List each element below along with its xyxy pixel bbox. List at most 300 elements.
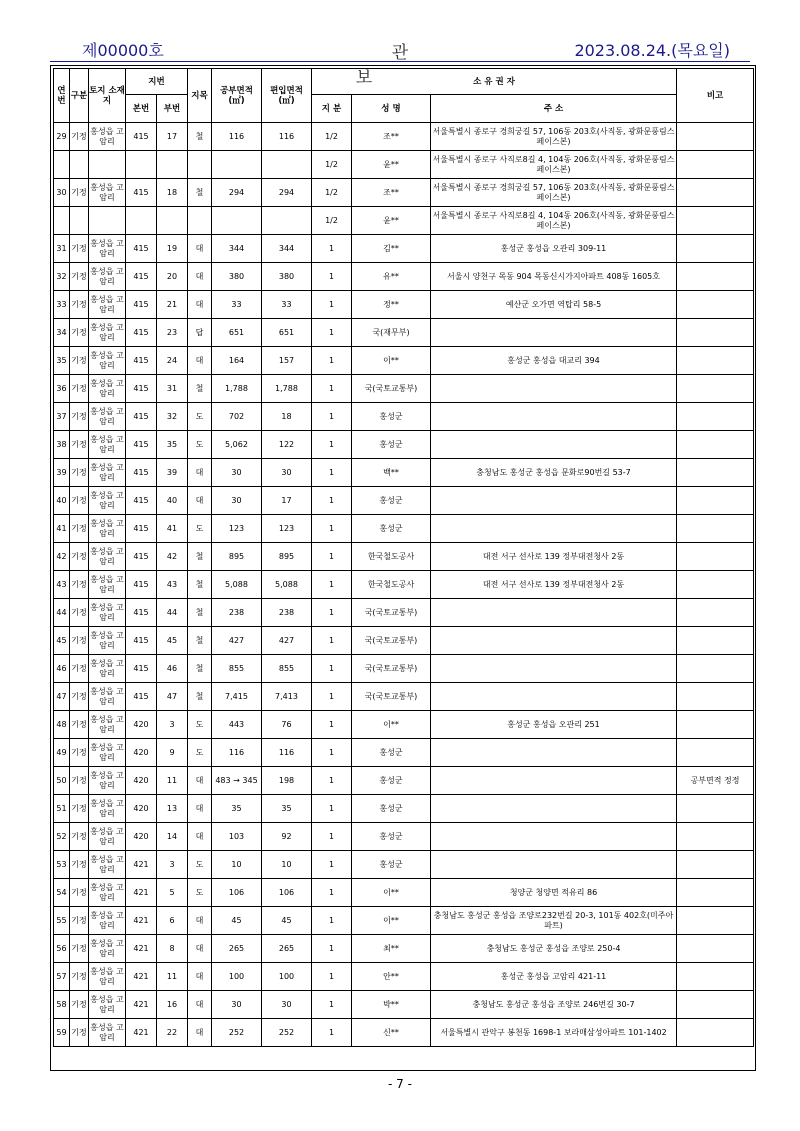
row-incorporated-area: 238	[262, 599, 312, 627]
col-owners: 소 유 권 자	[312, 69, 677, 95]
table-row	[54, 291, 754, 319]
row-owner-name: 한국철도공사	[352, 571, 431, 599]
row-share: 1	[312, 403, 352, 431]
table-row	[54, 375, 754, 403]
row-public-area: 855	[212, 655, 262, 683]
row-land-type: 대	[188, 963, 212, 991]
row-sub-lot: 45	[157, 627, 188, 655]
row-owner-name: 김**	[352, 235, 431, 263]
row-land-location: 홍성읍 고암리	[89, 879, 126, 907]
row-owner-name: 홍성군	[352, 431, 431, 459]
row-share: 1/2	[312, 207, 352, 235]
row-sub-lot: 24	[157, 347, 188, 375]
row-sub-lot: 11	[157, 767, 188, 795]
row-owner-address: 청양군 청양면 적유리 86	[431, 879, 677, 907]
row-seq: 46	[54, 655, 70, 683]
row-note	[677, 655, 754, 683]
row-category: 기정	[70, 543, 89, 571]
row-land-location: 홍성읍 고암리	[89, 431, 126, 459]
row-land-type: 답	[188, 319, 212, 347]
row-note	[677, 431, 754, 459]
row-owner-address	[431, 487, 677, 515]
table-row	[54, 655, 754, 683]
row-owner-name: 이**	[352, 711, 431, 739]
row-public-area: 380	[212, 263, 262, 291]
row-share: 1	[312, 823, 352, 851]
row-seq: 36	[54, 375, 70, 403]
row-note	[677, 207, 754, 235]
row-owner-address: 충청남도 홍성군 홍성읍 조양로 246번길 30-7	[431, 991, 677, 1019]
row-owner-address: 서울특별시 종로구 사직로8길 4, 104동 206호(사직동, 광화문풍림스페이스본)	[431, 207, 677, 235]
row-category: 기정	[70, 795, 89, 823]
row-public-area: 116	[212, 739, 262, 767]
row-seq: 59	[54, 1019, 70, 1047]
row-main-lot: 415	[126, 347, 157, 375]
row-share: 1	[312, 935, 352, 963]
row-land-type: 도	[188, 431, 212, 459]
row-owner-address	[431, 767, 677, 795]
row-note	[677, 375, 754, 403]
row-incorporated-area: 427	[262, 627, 312, 655]
row-incorporated-area: 123	[262, 515, 312, 543]
table-row	[54, 599, 754, 627]
row-main-lot: 421	[126, 991, 157, 1019]
row-sub-lot: 3	[157, 711, 188, 739]
row-note	[677, 599, 754, 627]
row-share: 1	[312, 515, 352, 543]
row-land-location	[89, 207, 126, 235]
row-incorporated-area: 106	[262, 879, 312, 907]
issue-date: 2023.08.24.(목요일)	[574, 41, 730, 60]
row-land-location: 홍성읍 고암리	[89, 347, 126, 375]
row-land-type	[188, 207, 212, 235]
land-owner-table	[53, 68, 754, 1047]
row-public-area: 45	[212, 907, 262, 935]
row-public-area: 116	[212, 123, 262, 151]
row-public-area: 5,088	[212, 571, 262, 599]
row-sub-lot: 8	[157, 935, 188, 963]
row-share: 1	[312, 683, 352, 711]
row-category: 기정	[70, 515, 89, 543]
row-public-area: 443	[212, 711, 262, 739]
row-owner-address	[431, 375, 677, 403]
table-row	[54, 1019, 754, 1047]
row-note	[677, 907, 754, 935]
row-land-location	[89, 151, 126, 179]
row-share: 1	[312, 347, 352, 375]
row-category: 기정	[70, 403, 89, 431]
col-lot: 지번	[126, 69, 188, 95]
row-incorporated-area: 122	[262, 431, 312, 459]
row-land-type: 대	[188, 795, 212, 823]
row-land-location: 홍성읍 고암리	[89, 487, 126, 515]
row-category: 기정	[70, 879, 89, 907]
row-sub-lot: 39	[157, 459, 188, 487]
row-main-lot: 421	[126, 1019, 157, 1047]
row-owner-address: 서울특별시 종로구 사직로8길 4, 104동 206호(사직동, 광화문풍림스페이스본)	[431, 151, 677, 179]
row-owner-address: 서울특별시 종로구 경희궁길 57, 106동 203호(사직동, 광화문풍림스페이스본)	[431, 123, 677, 151]
row-land-type: 도	[188, 879, 212, 907]
row-category: 기정	[70, 179, 89, 207]
row-land-type: 철	[188, 123, 212, 151]
row-main-lot: 421	[126, 851, 157, 879]
row-incorporated-area: 157	[262, 347, 312, 375]
row-seq: 57	[54, 963, 70, 991]
row-incorporated-area: 294	[262, 179, 312, 207]
row-incorporated-area: 17	[262, 487, 312, 515]
row-land-type: 도	[188, 403, 212, 431]
row-land-location: 홍성읍 고암리	[89, 599, 126, 627]
row-share: 1	[312, 263, 352, 291]
row-land-location: 홍성읍 고암리	[89, 711, 126, 739]
row-note	[677, 739, 754, 767]
row-note: 공부면적 정정	[677, 767, 754, 795]
row-main-lot	[126, 151, 157, 179]
row-land-type: 대	[188, 291, 212, 319]
row-sub-lot: 31	[157, 375, 188, 403]
row-owner-address: 예산군 오가면 역탑리 58-5	[431, 291, 677, 319]
table-row	[54, 151, 754, 179]
row-incorporated-area: 30	[262, 459, 312, 487]
row-land-location: 홍성읍 고암리	[89, 459, 126, 487]
row-category: 기정	[70, 319, 89, 347]
row-note	[677, 347, 754, 375]
row-seq	[54, 207, 70, 235]
row-seq: 34	[54, 319, 70, 347]
row-share: 1	[312, 851, 352, 879]
row-owner-name: 홍성군	[352, 823, 431, 851]
col-note: 비고	[677, 69, 754, 123]
row-share: 1	[312, 543, 352, 571]
row-note	[677, 823, 754, 851]
row-land-location: 홍성읍 고암리	[89, 851, 126, 879]
row-incorporated-area: 895	[262, 543, 312, 571]
row-category: 기정	[70, 1019, 89, 1047]
row-owner-name: 윤**	[352, 207, 431, 235]
row-category: 기정	[70, 655, 89, 683]
row-public-area: 483 → 345	[212, 767, 262, 795]
row-main-lot: 415	[126, 319, 157, 347]
row-public-area	[212, 207, 262, 235]
table-row	[54, 123, 754, 151]
row-owner-name: 유**	[352, 263, 431, 291]
col-seq: 연번	[54, 69, 70, 123]
row-seq: 50	[54, 767, 70, 795]
row-seq: 39	[54, 459, 70, 487]
row-seq: 52	[54, 823, 70, 851]
row-sub-lot: 19	[157, 235, 188, 263]
row-owner-address	[431, 851, 677, 879]
table-row	[54, 403, 754, 431]
row-owner-name: 조**	[352, 179, 431, 207]
col-name: 성 명	[352, 95, 431, 123]
row-sub-lot: 23	[157, 319, 188, 347]
row-owner-name: 홍성군	[352, 487, 431, 515]
row-incorporated-area: 92	[262, 823, 312, 851]
row-main-lot: 420	[126, 711, 157, 739]
row-owner-name: 백**	[352, 459, 431, 487]
table-row	[54, 879, 754, 907]
row-note	[677, 459, 754, 487]
row-share: 1/2	[312, 179, 352, 207]
row-land-type: 대	[188, 487, 212, 515]
row-public-area: 238	[212, 599, 262, 627]
row-incorporated-area: 33	[262, 291, 312, 319]
row-incorporated-area: 76	[262, 711, 312, 739]
row-note	[677, 571, 754, 599]
row-main-lot: 421	[126, 879, 157, 907]
row-share: 1	[312, 459, 352, 487]
row-category: 기정	[70, 571, 89, 599]
table-row	[54, 739, 754, 767]
row-owner-name: 박**	[352, 991, 431, 1019]
row-land-type: 철	[188, 543, 212, 571]
row-owner-address: 대전 서구 선사로 139 정부대전청사 2동	[431, 571, 677, 599]
row-sub-lot: 20	[157, 263, 188, 291]
row-share: 1/2	[312, 123, 352, 151]
table-row	[54, 683, 754, 711]
row-incorporated-area: 344	[262, 235, 312, 263]
row-land-type	[188, 151, 212, 179]
row-seq: 49	[54, 739, 70, 767]
row-seq: 42	[54, 543, 70, 571]
row-public-area: 702	[212, 403, 262, 431]
row-share: 1	[312, 627, 352, 655]
row-main-lot: 415	[126, 683, 157, 711]
row-owner-name: 국(국토교통부)	[352, 599, 431, 627]
row-incorporated-area: 198	[262, 767, 312, 795]
row-category: 기정	[70, 991, 89, 1019]
row-land-location: 홍성읍 고암리	[89, 795, 126, 823]
row-note	[677, 151, 754, 179]
col-land-type: 지목	[188, 69, 212, 123]
row-category: 기정	[70, 627, 89, 655]
table-row	[54, 823, 754, 851]
row-sub-lot: 47	[157, 683, 188, 711]
row-incorporated-area	[262, 151, 312, 179]
row-owner-address: 충청남도 홍성군 홍성읍 문화로90번길 53-7	[431, 459, 677, 487]
row-land-type: 철	[188, 683, 212, 711]
row-share: 1	[312, 487, 352, 515]
row-seq: 55	[54, 907, 70, 935]
table-row	[54, 515, 754, 543]
row-category: 기정	[70, 235, 89, 263]
row-public-area: 344	[212, 235, 262, 263]
row-incorporated-area: 10	[262, 851, 312, 879]
row-public-area: 7,415	[212, 683, 262, 711]
row-main-lot: 415	[126, 179, 157, 207]
row-category: 기정	[70, 263, 89, 291]
row-main-lot: 420	[126, 795, 157, 823]
table-row	[54, 907, 754, 935]
row-public-area: 123	[212, 515, 262, 543]
row-land-location: 홍성읍 고암리	[89, 991, 126, 1019]
row-owner-address: 홍성군 홍성읍 오관리 251	[431, 711, 677, 739]
row-note	[677, 627, 754, 655]
row-incorporated-area: 651	[262, 319, 312, 347]
row-category: 기정	[70, 767, 89, 795]
row-share: 1	[312, 711, 352, 739]
row-incorporated-area: 5,088	[262, 571, 312, 599]
table-row	[54, 263, 754, 291]
row-main-lot: 420	[126, 823, 157, 851]
table-row	[54, 179, 754, 207]
row-land-location: 홍성읍 고암리	[89, 571, 126, 599]
row-sub-lot: 6	[157, 907, 188, 935]
row-seq: 54	[54, 879, 70, 907]
row-main-lot: 415	[126, 291, 157, 319]
row-land-type: 철	[188, 655, 212, 683]
row-owner-name: 최**	[352, 935, 431, 963]
row-owner-address	[431, 319, 677, 347]
row-owner-name: 신**	[352, 1019, 431, 1047]
row-owner-name: 국(국토교통부)	[352, 655, 431, 683]
table-row	[54, 487, 754, 515]
row-public-area: 895	[212, 543, 262, 571]
row-owner-address	[431, 823, 677, 851]
row-main-lot: 415	[126, 123, 157, 151]
row-land-type: 대	[188, 347, 212, 375]
row-land-type: 도	[188, 739, 212, 767]
row-land-location: 홍성읍 고암리	[89, 179, 126, 207]
row-land-location: 홍성읍 고암리	[89, 935, 126, 963]
row-seq: 33	[54, 291, 70, 319]
row-seq: 48	[54, 711, 70, 739]
row-land-location: 홍성읍 고암리	[89, 627, 126, 655]
row-main-lot: 415	[126, 515, 157, 543]
row-seq: 47	[54, 683, 70, 711]
row-main-lot: 415	[126, 459, 157, 487]
row-land-location: 홍성읍 고암리	[89, 403, 126, 431]
row-share: 1/2	[312, 151, 352, 179]
row-note	[677, 123, 754, 151]
row-category: 기정	[70, 935, 89, 963]
row-share: 1	[312, 879, 352, 907]
table-row	[54, 711, 754, 739]
row-incorporated-area: 380	[262, 263, 312, 291]
row-note	[677, 851, 754, 879]
row-owner-name: 홍성군	[352, 739, 431, 767]
row-public-area: 294	[212, 179, 262, 207]
row-main-lot: 415	[126, 235, 157, 263]
row-public-area: 30	[212, 459, 262, 487]
row-owner-address: 충청남도 홍성군 홍성읍 조양로 250-4	[431, 935, 677, 963]
table-row	[54, 207, 754, 235]
row-land-type: 철	[188, 179, 212, 207]
row-note	[677, 543, 754, 571]
row-owner-address	[431, 403, 677, 431]
row-seq: 44	[54, 599, 70, 627]
row-seq: 41	[54, 515, 70, 543]
row-public-area: 100	[212, 963, 262, 991]
row-land-location: 홍성읍 고암리	[89, 823, 126, 851]
row-owner-address: 서울특별시 관악구 봉천동 1698-1 보라매삼성아파트 101-1402	[431, 1019, 677, 1047]
row-category: 기정	[70, 599, 89, 627]
row-owner-address: 서울시 양천구 목동 904 목동신시가지아파트 408동 1605호	[431, 263, 677, 291]
row-land-location: 홍성읍 고암리	[89, 543, 126, 571]
row-incorporated-area: 18	[262, 403, 312, 431]
row-main-lot	[126, 207, 157, 235]
row-land-type: 대	[188, 767, 212, 795]
table-row	[54, 935, 754, 963]
row-seq	[54, 151, 70, 179]
row-incorporated-area	[262, 207, 312, 235]
row-category: 기정	[70, 851, 89, 879]
row-owner-name: 이**	[352, 879, 431, 907]
row-land-location: 홍성읍 고암리	[89, 235, 126, 263]
row-share: 1	[312, 319, 352, 347]
row-owner-name: 정**	[352, 291, 431, 319]
row-public-area: 164	[212, 347, 262, 375]
row-owner-address	[431, 683, 677, 711]
col-public-area: 공부면적 (㎡)	[212, 69, 262, 123]
row-public-area: 10	[212, 851, 262, 879]
row-sub-lot: 41	[157, 515, 188, 543]
row-seq: 32	[54, 263, 70, 291]
row-main-lot: 421	[126, 907, 157, 935]
row-owner-name: 윤**	[352, 151, 431, 179]
row-land-type: 대	[188, 263, 212, 291]
row-owner-address	[431, 599, 677, 627]
row-public-area: 1,788	[212, 375, 262, 403]
row-main-lot: 420	[126, 767, 157, 795]
row-land-location: 홍성읍 고암리	[89, 515, 126, 543]
table-row	[54, 963, 754, 991]
row-seq: 31	[54, 235, 70, 263]
row-public-area: 427	[212, 627, 262, 655]
row-main-lot: 415	[126, 263, 157, 291]
row-incorporated-area: 1,788	[262, 375, 312, 403]
row-public-area: 106	[212, 879, 262, 907]
row-sub-lot: 21	[157, 291, 188, 319]
row-category: 기정	[70, 123, 89, 151]
row-land-location: 홍성읍 고암리	[89, 963, 126, 991]
row-owner-name: 조**	[352, 123, 431, 151]
row-sub-lot: 35	[157, 431, 188, 459]
row-category: 기정	[70, 459, 89, 487]
row-seq: 56	[54, 935, 70, 963]
row-main-lot: 415	[126, 403, 157, 431]
row-public-area: 5,062	[212, 431, 262, 459]
row-incorporated-area: 116	[262, 739, 312, 767]
row-seq: 38	[54, 431, 70, 459]
row-sub-lot: 18	[157, 179, 188, 207]
row-owner-name: 국(재무부)	[352, 319, 431, 347]
row-sub-lot: 13	[157, 795, 188, 823]
table-row	[54, 543, 754, 571]
row-note	[677, 935, 754, 963]
table-row	[54, 235, 754, 263]
row-share: 1	[312, 795, 352, 823]
row-seq: 53	[54, 851, 70, 879]
row-category: 기정	[70, 907, 89, 935]
row-owner-address: 충청남도 홍성군 홍성읍 조양로232번길 20-3, 101동 402호(미주아파트)	[431, 907, 677, 935]
row-share: 1	[312, 431, 352, 459]
row-land-location: 홍성읍 고암리	[89, 655, 126, 683]
table-row	[54, 991, 754, 1019]
row-owner-address	[431, 795, 677, 823]
row-land-location: 홍성읍 고암리	[89, 1019, 126, 1047]
row-sub-lot: 9	[157, 739, 188, 767]
row-share: 1	[312, 599, 352, 627]
row-category: 기정	[70, 487, 89, 515]
row-share: 1	[312, 739, 352, 767]
row-owner-name: 홍성군	[352, 515, 431, 543]
row-sub-lot: 3	[157, 851, 188, 879]
row-owner-name: 안**	[352, 963, 431, 991]
row-category: 기정	[70, 431, 89, 459]
col-main-lot: 본번	[126, 95, 157, 123]
